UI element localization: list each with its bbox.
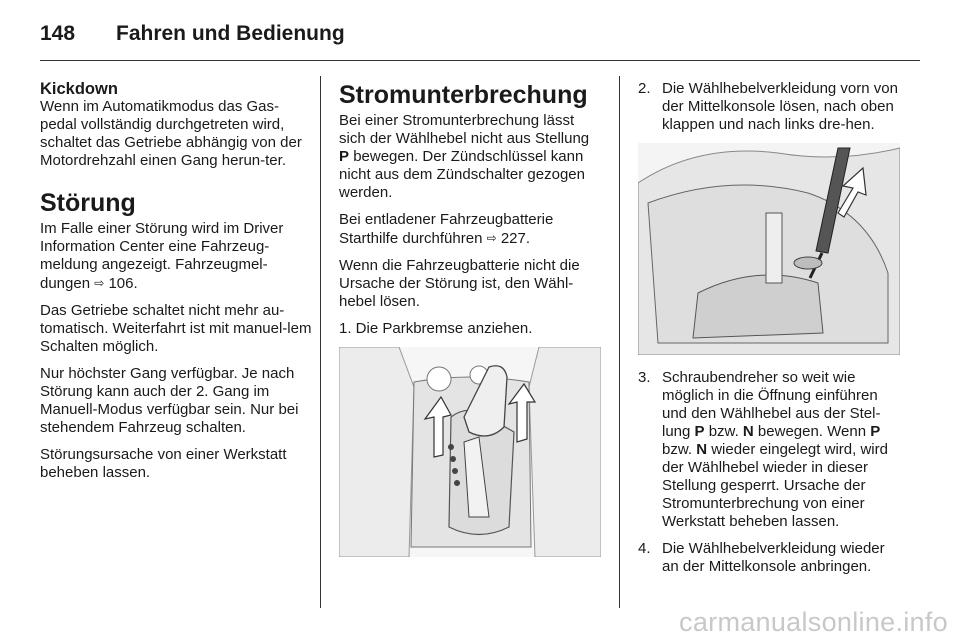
gear-lever-illustration	[339, 347, 601, 557]
reference-arrow-icon: ⇨	[486, 231, 497, 245]
left-column	[40, 80, 312, 491]
watermark: carmanualsonline.info	[679, 607, 948, 637]
step-4	[638, 540, 900, 576]
fault-paragraph-4: Störungsursache von einer Werkstatt beheben lassen.	[40, 446, 287, 481]
position-n-label-2: N	[696, 441, 708, 458]
fault-heading: Störung	[40, 189, 136, 217]
column-divider-left	[320, 76, 321, 608]
power-paragraph-3: Wenn die Fahrzeugbatterie nicht die Ursache der Störung ist, den Wähl-hebel lösen.	[339, 257, 580, 310]
position-p-label: P	[339, 148, 350, 165]
fault-paragraph-3: Nur höchster Gang verfügbar. Je nach Störung kann auch der 2. Gang im Manuell-Modus verfügbar sein. Nur bei stehendem Fahrzeug schalten.	[40, 365, 299, 436]
power-paragraph-1-rest: bewegen. Der Zündschlüssel kann nicht aus dem Zündschalter gezogen werden.	[339, 148, 585, 201]
header-rule	[40, 60, 920, 61]
kickdown-text: Wenn im Automatikmodus das Gas-pedal vollständig durchgetreten wird, schaltet das Getriebe abhängig von der Motordrehzahl einen Gang herun-ter.	[40, 98, 302, 169]
step-3-text-d: bzw.	[662, 441, 693, 458]
step-2-text: Die Wählhebelverkleidung vorn von der Mittelkonsole lösen, nach oben klappen und nach links dre-hen.	[662, 80, 898, 133]
step-3	[638, 369, 900, 531]
step-3-text-e: wieder eingelegt wird, wird der Wählhebel wieder in dieser Stellung gesperrt. Ursache der Stromunterbrechung von einer Werkstatt beheben lassen.	[662, 441, 888, 530]
reference-arrow-icon: ⇨	[94, 276, 105, 290]
trim-removal-illustration	[638, 143, 900, 355]
middle-column	[339, 80, 603, 557]
power-paragraph-2-text: Bei entladener Fahrzeugbatterie Starthilfe durchführen	[339, 211, 554, 247]
page-number: 148	[40, 22, 76, 45]
step-3-number: 3.	[638, 369, 651, 386]
step-3-text-a: Schraubendreher so weit wie möglich in die Öffnung einführen und den Wählhebel aus der Stel-lung	[662, 369, 881, 440]
step-3-text-b: bzw.	[708, 423, 739, 440]
position-p-label: P	[694, 423, 705, 440]
step-4-number: 4.	[638, 540, 651, 557]
page-header	[40, 14, 920, 60]
power-paragraph-2	[339, 211, 603, 248]
fault-page-reference: 106.	[108, 275, 138, 292]
column-divider-right	[619, 76, 620, 608]
power-paragraph-1	[339, 112, 603, 202]
fault-paragraph-1-text: Im Falle einer Störung wird im Driver Information Center eine Fahrzeug-meldung angezeigt. Fahrzeugmel-dungen	[40, 220, 284, 292]
power-page-reference: 227.	[500, 230, 531, 247]
step-2-number: 2.	[638, 80, 651, 97]
step-4-text: Die Wählhebelverkleidung wieder an der Mittelkonsole anbringen.	[662, 540, 885, 575]
fault-paragraph-2: Das Getriebe schaltet nicht mehr au-tomatisch. Weiterfahrt ist mit manuel-lem Schalten möglich.	[40, 302, 312, 355]
position-p-label-2: P	[870, 423, 881, 440]
fault-paragraph-1	[40, 220, 312, 293]
chapter-title: Fahren und Bedienung	[116, 22, 345, 45]
kickdown-heading: Kickdown	[40, 80, 118, 98]
step-3-text-c: bewegen. Wenn	[757, 423, 867, 440]
position-n-label: N	[742, 423, 754, 440]
power-paragraph-1-text: Bei einer Stromunterbrechung lässt sich der Wählhebel nicht aus Stellung	[339, 112, 590, 147]
step-2	[638, 80, 900, 134]
power-interruption-heading: Stromunterbrechung	[339, 81, 588, 109]
step-1: 1. Die Parkbremse anziehen.	[339, 320, 533, 337]
right-column	[638, 80, 900, 585]
